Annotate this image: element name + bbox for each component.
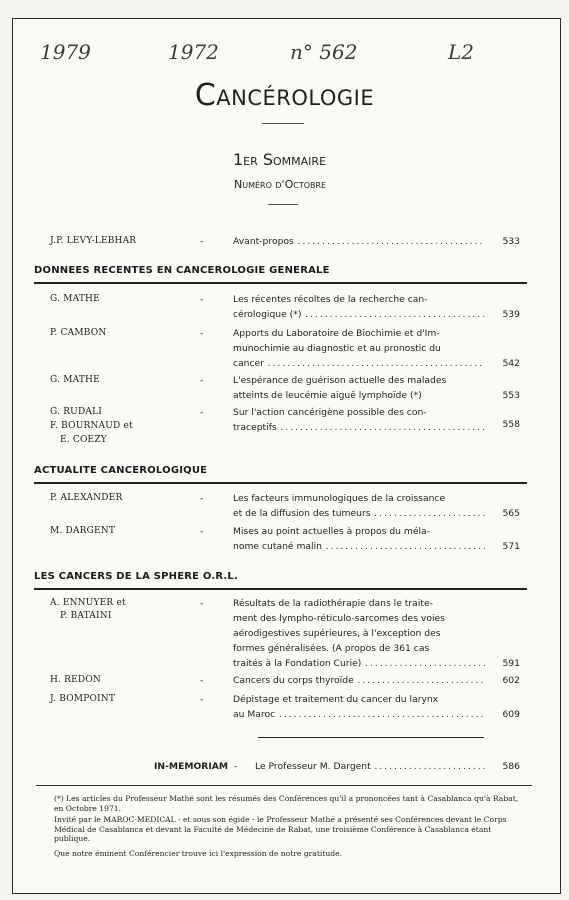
footnote: Que notre éminent Conférencier trouve ici l'expression de notre gratitude. — [54, 849, 343, 858]
entry-title-line: Les récentes récoltes de la recherche can- — [233, 294, 428, 305]
entry-title-line: L'espérance de guérison actuelle des malades — [233, 375, 447, 386]
section-title: ACTUALITE CANCEROLOGIQUE — [34, 465, 208, 476]
entry-dash: - — [200, 294, 204, 305]
entry-title — [233, 326, 485, 371]
section-rule — [34, 482, 527, 484]
handwritten-note: 1972 — [168, 40, 219, 64]
footnote: (*) Les articles du Professeur Mathé sont les résumés des Conférences qu'il a prononcées tant à Casablanca qu'à Rabat, en Octobre 1971. — [54, 794, 519, 813]
entry-title-line: Avant-propos — [233, 236, 294, 247]
divider — [36, 785, 532, 786]
entry-page: 558 — [502, 419, 520, 430]
entry-title — [233, 405, 485, 435]
leader-dots — [279, 707, 485, 722]
leader-dots — [375, 506, 485, 521]
entry-dash: - — [234, 761, 238, 772]
entry-author: J.P. LEVY-LEBHAR — [50, 236, 137, 246]
entry-author: P. ALEXANDER — [50, 493, 123, 503]
section-rule — [34, 588, 527, 590]
entry-title-line: cancer — [233, 358, 264, 369]
entry-author: G. MATHE — [50, 375, 100, 385]
entry-page: 609 — [502, 709, 520, 720]
entry-title-line: atteints de leucémie aiguë lymphoïde (*) — [233, 390, 422, 401]
entry-title-line: Cancers du corps thyroïde — [233, 675, 354, 686]
entry-title-line: Dépistage et traitement du cancer du larynx — [233, 694, 439, 705]
entry-dash: - — [200, 598, 204, 609]
entry-dash: - — [200, 236, 204, 247]
entry-author: G. RUDALI — [50, 407, 102, 417]
entry-title — [233, 373, 485, 403]
entry-dash: - — [200, 493, 204, 504]
section-rule — [34, 282, 527, 284]
entry-page: 586 — [502, 761, 520, 772]
leader-dots — [298, 234, 485, 249]
entry-title — [233, 692, 485, 722]
entry-author: P. BATAINI — [60, 611, 112, 621]
entry-author: F. BOURNAUD et — [50, 421, 133, 431]
entry-author: A. ENNUYER et — [50, 598, 126, 608]
section-title: LES CANCERS DE LA SPHERE O.R.L. — [34, 571, 238, 582]
entry-title — [233, 292, 485, 322]
entry-title-line: Mises au point actuelles à propos du méla- — [233, 526, 430, 537]
in-memoriam-text: Le Professeur M. Dargent — [255, 761, 371, 772]
footnote: Invité par le MAROC-MEDICAL - et sous son égide - le Professeur Mathé a présenté ses Conférences devant le Corps Médical de Casablanca et devant la Faculté de Médecine de Rabat, une troisième Conférence à Casablanca étant publique. — [54, 815, 507, 844]
entry-author: P. CAMBON — [50, 328, 107, 338]
entry-title — [255, 759, 485, 774]
entry-title-line: Résultats de la radiothérapie dans le traite- — [233, 598, 433, 609]
entry-title-line: Les facteurs immunologiques de la croissance — [233, 493, 446, 504]
handwritten-note: n° 562 — [290, 40, 358, 64]
entry-title-line: Sur l'action cancérigène possible des con- — [233, 407, 427, 418]
entry-dash: - — [200, 407, 204, 418]
leader-dots — [358, 673, 485, 688]
entry-author: G. MATHE — [50, 294, 100, 304]
entry-page: 533 — [502, 236, 520, 247]
entry-title — [233, 596, 485, 671]
entry-dash: - — [200, 675, 204, 686]
leader-dots — [281, 420, 485, 435]
entry-author: E. COEZY — [60, 435, 107, 445]
leader-dots — [305, 307, 485, 322]
handwritten-note: 1979 — [40, 40, 91, 64]
entry-page: 539 — [502, 309, 520, 320]
entry-title-line: et de la diffusion des tumeurs — [233, 508, 371, 519]
entry-dash: - — [200, 375, 204, 386]
section-title: DONNEES RECENTES EN CANCEROLOGIE GENERALE — [34, 265, 330, 276]
entry-author: M. DARGENT — [50, 526, 116, 536]
entry-title-line: cérologique (*) — [233, 309, 302, 320]
leader-dots — [375, 759, 485, 774]
entry-page: 565 — [502, 508, 520, 519]
leader-dots — [365, 656, 485, 671]
entry-page: 571 — [502, 541, 520, 552]
divider — [258, 737, 484, 738]
issue-label: Numéro d'Octobre — [234, 178, 327, 191]
entry-title-line: traités à la Fondation Curie) — [233, 658, 362, 669]
entry-title-line: traceptifs — [233, 422, 277, 433]
entry-title-line: aérodigestives supérieures, à l'exception des — [233, 628, 441, 639]
in-memoriam-label: IN-MEMORIAM — [154, 761, 229, 772]
entry-title-line: ment des lympho-réticulo-sarcomes des voies — [233, 613, 445, 624]
journal-title: Cancérologie — [194, 78, 375, 113]
entry-title — [233, 491, 485, 521]
divider — [262, 123, 304, 124]
divider — [268, 204, 298, 205]
entry-title — [233, 524, 485, 554]
handwritten-note: L2 — [448, 40, 475, 64]
summary-title: 1er Sommaire — [233, 150, 327, 169]
entry-title-line: munochimie au diagnostic et au pronostic du — [233, 343, 441, 354]
entry-page: 591 — [502, 658, 520, 669]
leader-dots — [326, 539, 485, 554]
entry-title — [233, 234, 485, 249]
entry-title-line: nome cutané malin — [233, 541, 322, 552]
entry-author: J. BOMPOINT — [50, 694, 116, 704]
entry-dash: - — [200, 328, 204, 339]
leader-dots — [268, 356, 485, 371]
entry-page: 553 — [502, 390, 520, 401]
entry-dash: - — [200, 526, 204, 537]
entry-page: 542 — [502, 358, 520, 369]
entry-page: 602 — [502, 675, 520, 686]
entry-dash: - — [200, 694, 204, 705]
entry-title-line: Apports du Laboratoire de Biochimie et d'Im- — [233, 328, 440, 339]
entry-title-line: formes généralisées. (A propos de 361 cas — [233, 643, 430, 654]
entry-title — [233, 673, 485, 688]
entry-title-line: au Maroc — [233, 709, 276, 720]
entry-author: H. REDON — [50, 675, 101, 685]
